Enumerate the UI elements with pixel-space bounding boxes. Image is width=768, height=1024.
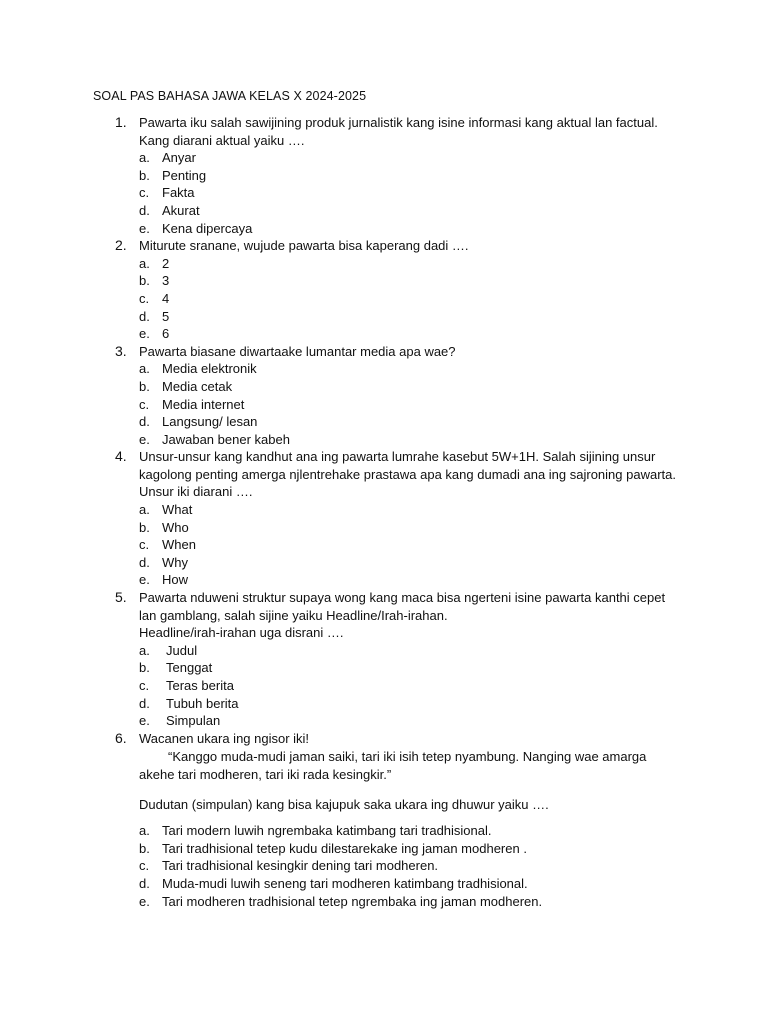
- paragraph-gap: [139, 784, 683, 796]
- option-letter: a.: [139, 255, 150, 271]
- option-letter: e.: [139, 326, 150, 342]
- option-letter: a.: [139, 642, 150, 658]
- option-letter: e.: [139, 893, 150, 909]
- option-b: [139, 659, 683, 677]
- option-text: What: [162, 502, 193, 518]
- option-e: [139, 325, 683, 343]
- question-text: Pawarta nduweni struktur supaya wong kang maca bisa ngerteni isine pawarta kanthi cepet lan gamblang, salah sijine yaiku Headline/Irah-irahan.: [139, 590, 666, 623]
- option-letter: c.: [139, 396, 150, 412]
- option-text: Tubuh berita: [166, 695, 239, 711]
- option-letter: b.: [139, 519, 150, 535]
- option-d: [139, 202, 683, 220]
- option-c: [139, 536, 683, 554]
- question-number: 2.: [115, 237, 127, 254]
- option-letter: d.: [139, 875, 150, 891]
- option-letter: a.: [139, 823, 150, 839]
- option-a: [139, 822, 683, 840]
- option-text: Simpulan: [166, 713, 221, 729]
- quoted-passage: “Kanggo muda-mudi jaman saiki, tari iki isih tetep nyambung. Nanging wae amarga akehe tari modheren, tari iki rada kesingkir.”: [139, 749, 647, 782]
- option-text: How: [162, 572, 189, 588]
- option-letter: e.: [139, 220, 150, 236]
- question-text-continued: Headline/irah-irahan uga disrani ….: [139, 625, 344, 641]
- option-list: [139, 501, 683, 589]
- option-d: [139, 308, 683, 326]
- option-text: When: [162, 537, 196, 553]
- question-text: Unsur-unsur kang kandhut ana ing pawarta lumrahe kasebut 5W+1H. Salah sijining unsur kagolong penting amerga njlentrehake prastawa apa kang dumadi ana ing sajroning pawarta. Unsur iki diarani ….: [139, 449, 676, 500]
- option-letter: d.: [139, 554, 150, 570]
- option-d: [139, 554, 683, 572]
- question-list: [93, 114, 683, 910]
- option-letter: a.: [139, 502, 150, 518]
- question-number: 5.: [115, 589, 127, 606]
- option-b: [139, 378, 683, 396]
- option-text: Tari tradhisional tetep kudu dilestarekake ing jaman modheren .: [162, 840, 527, 856]
- paragraph-gap: [139, 813, 683, 822]
- question-3: [93, 343, 683, 449]
- option-letter: a.: [139, 150, 150, 166]
- option-text: Who: [162, 519, 189, 535]
- option-list: [139, 822, 683, 910]
- option-letter: c.: [139, 678, 150, 693]
- question-text: Wacanen ukara ing ngisor iki!: [139, 730, 310, 746]
- option-text: Tenggat: [166, 660, 213, 676]
- option-a: [139, 360, 683, 378]
- question-1: [93, 114, 683, 237]
- option-e: [139, 893, 683, 911]
- option-letter: b.: [139, 840, 150, 856]
- option-letter: c.: [139, 858, 150, 874]
- option-letter: c.: [139, 537, 150, 553]
- option-text: 5: [162, 308, 170, 324]
- option-c: [139, 677, 683, 695]
- option-list: [139, 642, 683, 730]
- option-list: [139, 360, 683, 448]
- option-letter: b.: [139, 378, 150, 394]
- option-d: [139, 875, 683, 893]
- option-text: Langsung/ lesan: [162, 414, 258, 430]
- option-d: [139, 413, 683, 431]
- option-text: Tari modern luwih ngrembaka katimbang tari tradhisional.: [162, 823, 492, 839]
- option-c: [139, 396, 683, 414]
- option-text: Fakta: [162, 185, 195, 201]
- option-list: [139, 149, 683, 237]
- question-number: 4.: [115, 448, 127, 465]
- option-letter: d.: [139, 414, 150, 430]
- option-letter: e.: [139, 713, 150, 729]
- option-text: Anyar: [162, 150, 196, 166]
- option-text: Muda-mudi luwih seneng tari modheren katimbang tradhisional.: [162, 875, 528, 891]
- option-d: [139, 695, 683, 713]
- option-letter: d.: [139, 695, 150, 711]
- option-e: [139, 571, 683, 589]
- option-c: [139, 290, 683, 308]
- option-text: 4: [162, 290, 170, 306]
- option-c: [139, 184, 683, 202]
- option-text: Akurat: [162, 202, 200, 218]
- option-text: 6: [162, 326, 170, 342]
- option-letter: d.: [139, 202, 150, 218]
- question-text: Pawarta biasane diwartaake lumantar media apa wae?: [139, 343, 456, 359]
- question-4: [93, 448, 683, 589]
- option-letter: b.: [139, 273, 150, 289]
- question-number: 6.: [115, 729, 127, 746]
- option-letter: e.: [139, 431, 150, 447]
- option-text: Media elektronik: [162, 361, 257, 377]
- option-text: Tari tradhisional kesingkir dening tari modheren.: [162, 858, 439, 874]
- option-text: Jawaban bener kabeh: [162, 431, 290, 447]
- option-text: Why: [162, 554, 188, 570]
- option-text: Teras berita: [166, 678, 234, 693]
- option-letter: d.: [139, 308, 150, 324]
- question-2: [93, 237, 683, 343]
- option-text: 2: [162, 255, 170, 271]
- option-c: [139, 857, 683, 875]
- option-b: [139, 272, 683, 290]
- option-a: [139, 255, 683, 273]
- option-text: Judul: [166, 642, 198, 658]
- option-letter: c.: [139, 290, 150, 306]
- option-text: Kena dipercaya: [162, 220, 253, 236]
- question-text: Pawarta iku salah sawijining produk jurnalistik kang isine informasi kang aktual lan factual. Kang diarani aktual yaiku ….: [139, 115, 658, 148]
- option-b: [139, 840, 683, 858]
- option-letter: e.: [139, 572, 150, 588]
- option-text: 3: [162, 273, 170, 289]
- option-a: [139, 149, 683, 167]
- option-a: [139, 642, 683, 660]
- option-e: [139, 220, 683, 238]
- question-text: Miturute sranane, wujude pawarta bisa kaperang dadi ….: [139, 238, 469, 254]
- option-b: [139, 519, 683, 537]
- option-a: [139, 501, 683, 519]
- question-5: [93, 589, 683, 730]
- option-text: Tari modheren tradhisional tetep ngrembaka ing jaman modheren.: [162, 893, 543, 909]
- question-number: 1.: [115, 114, 127, 130]
- option-e: [139, 431, 683, 449]
- option-b: [139, 167, 683, 185]
- question-number: 3.: [115, 342, 127, 359]
- option-letter: a.: [139, 361, 150, 377]
- option-letter: c.: [139, 185, 150, 201]
- option-letter: b.: [139, 660, 150, 676]
- option-text: Media internet: [162, 396, 245, 412]
- document-title: SOAL PAS BAHASA JAWA KELAS X 2024-2025: [93, 89, 367, 103]
- option-e: [139, 712, 683, 730]
- option-list: [139, 255, 683, 343]
- question-6: [93, 730, 683, 910]
- option-text: Penting: [162, 167, 207, 183]
- option-letter: b.: [139, 167, 150, 183]
- option-text: Media cetak: [162, 378, 233, 394]
- question-prompt: Dudutan (simpulan) kang bisa kajupuk saka ukara ing dhuwur yaiku ….: [139, 796, 549, 812]
